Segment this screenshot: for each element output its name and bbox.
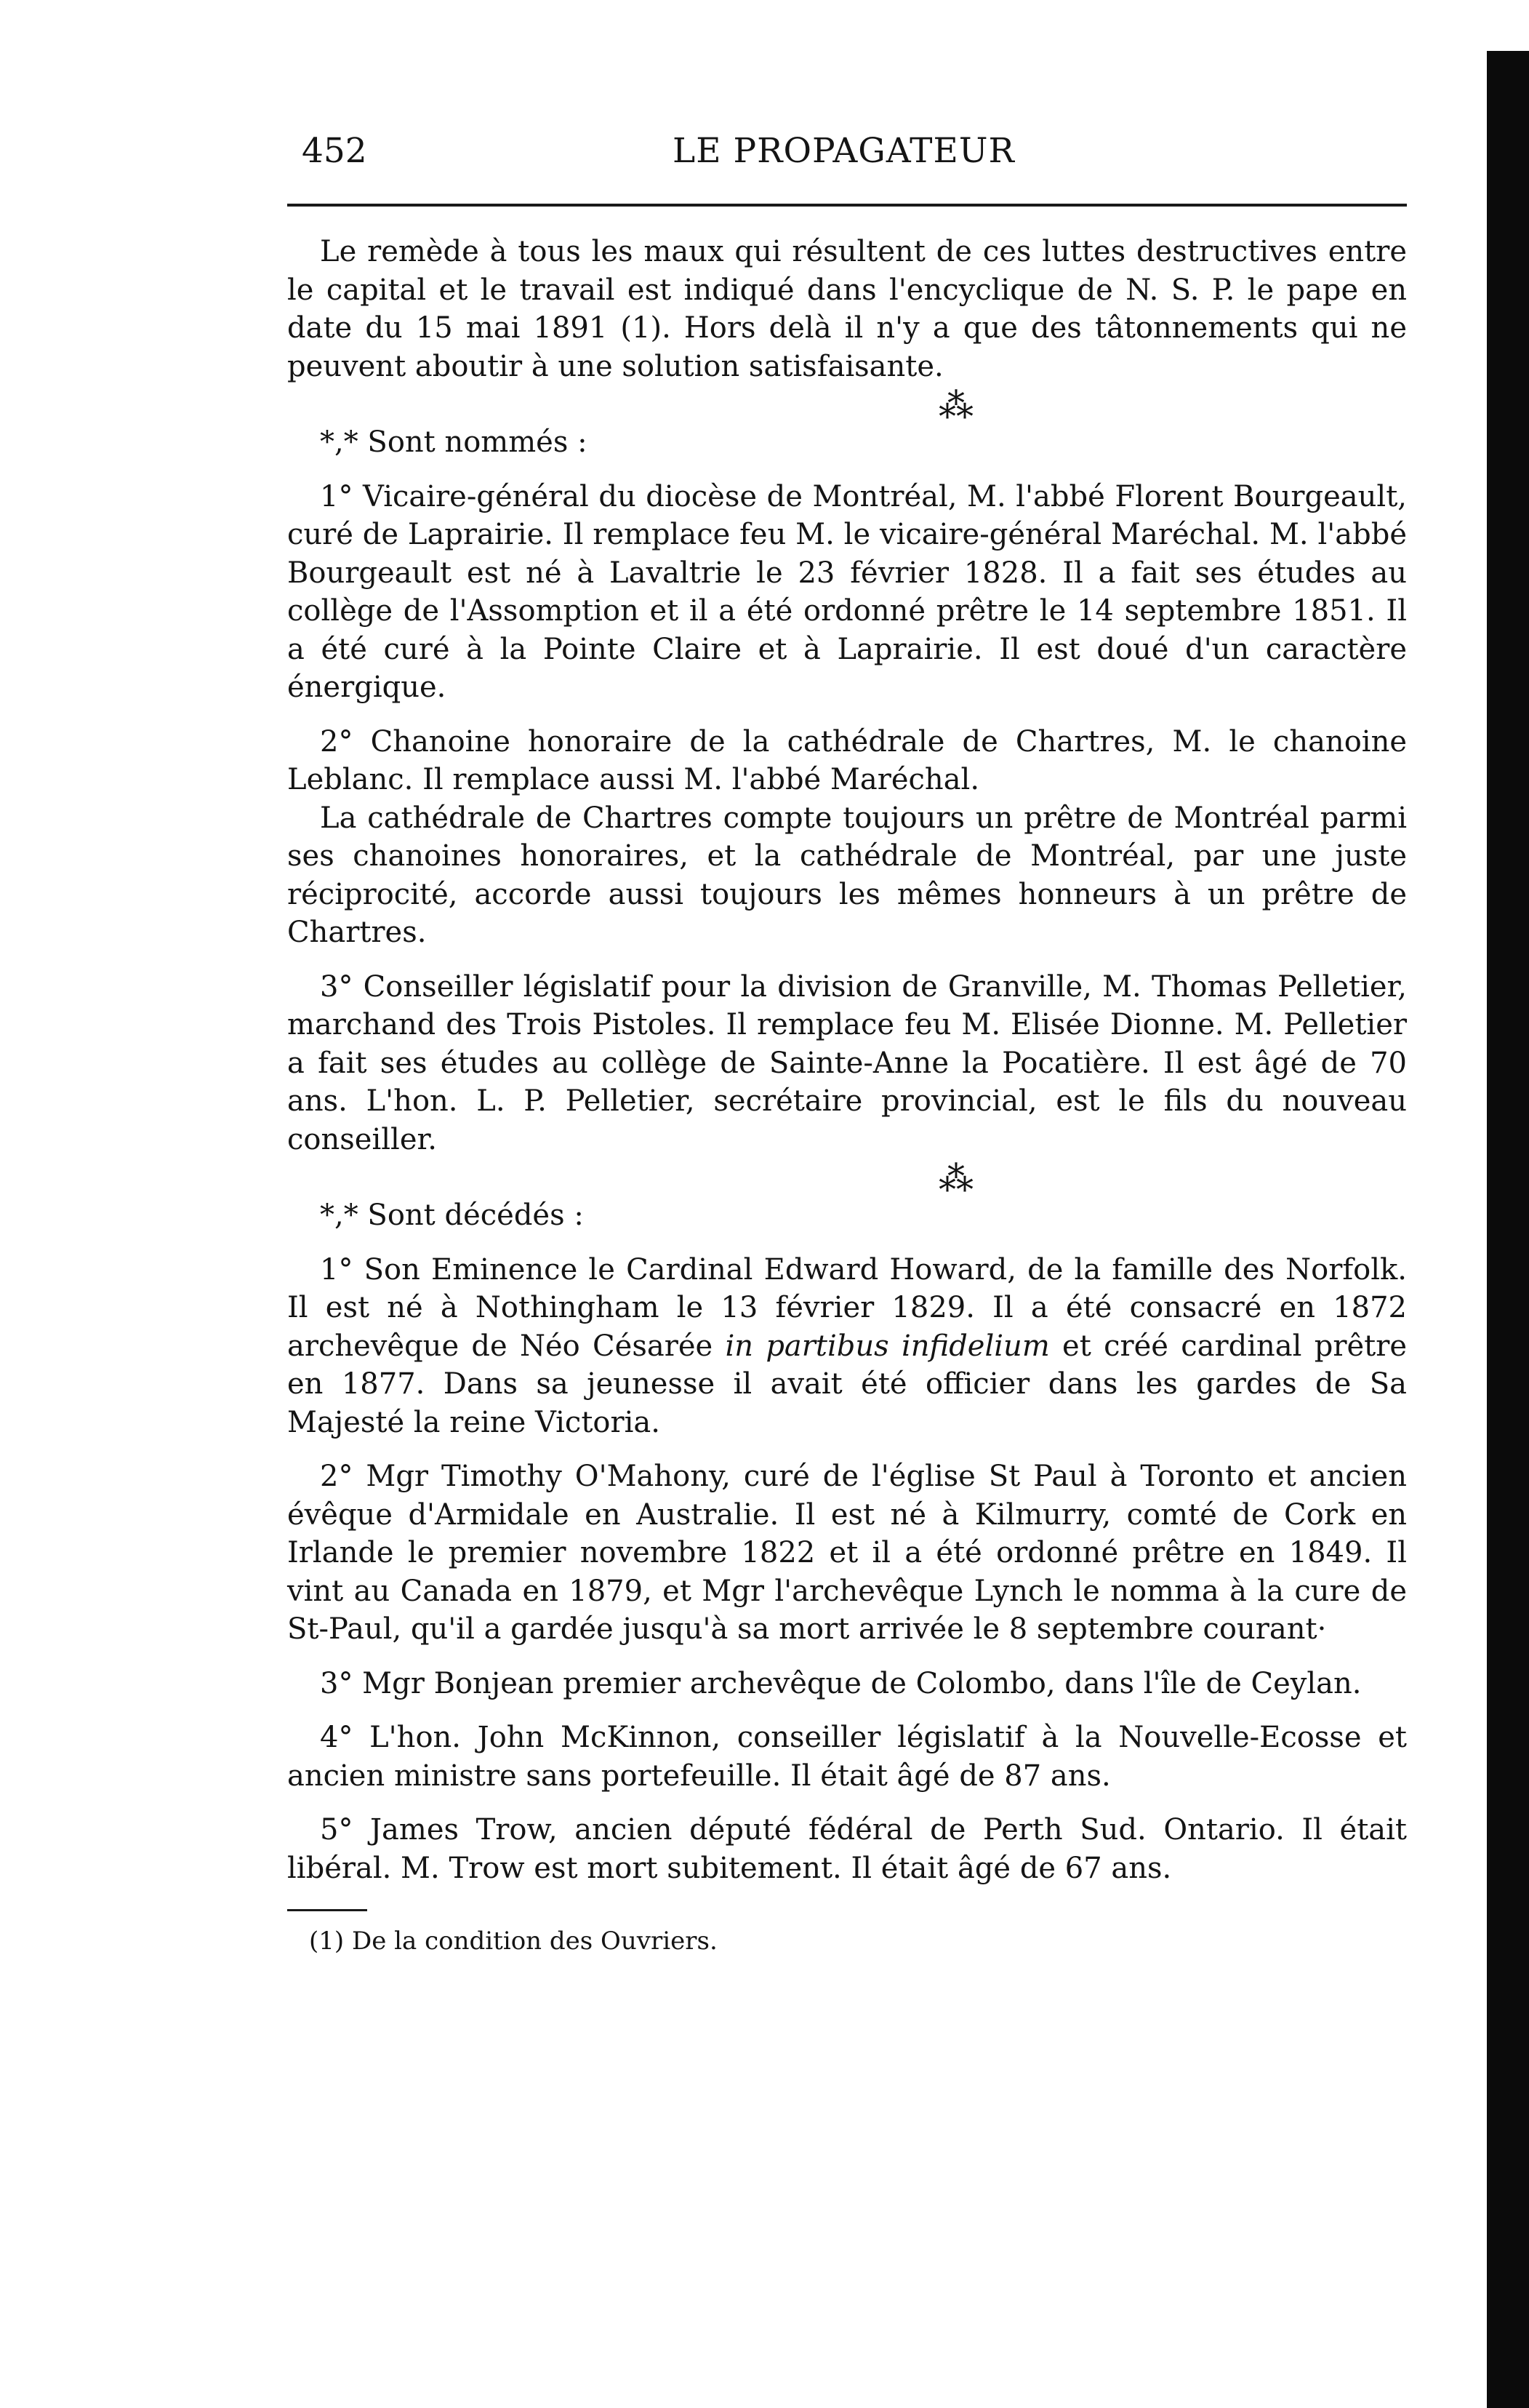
death-text: 1° Son Eminence le Cardinal Edward Howard, de la famille des Norfolk. Il est né à Nothingham le 13 février 1829. Il a été consacré en 1872 archevêque de Néo Césarée (287, 1252, 1407, 1363)
italic-latin-phrase: in partibus infidelium (725, 1329, 1050, 1363)
page-number: 452 (302, 131, 367, 171)
body-text (287, 233, 1407, 1887)
asterism-divider: ⁂ (939, 1159, 974, 1199)
death-item: 3° Mgr Bonjean premier archevêque de Colombo, dans l'île de Ceylan. (320, 1666, 1362, 1700)
header-rule (287, 204, 1407, 207)
death-text: et créé cardinal prêtre en 1877. Dans sa jeunesse il avait été officier dans les gardes de Sa Majesté la reine Victoria. (287, 1329, 1407, 1439)
deaths-heading: *,* Sont décédés : (320, 1199, 584, 1232)
nomination-item: 1° Vicaire-général du diocèse de Montréal, M. l'abbé Florent Bourgeault, curé de Laprairie. Il remplace feu M. le vicaire-général Maréchal. M. l'abbé Bourgeault est né à Lavaltrie le 23 février 1828. Il a fait ses études au collège de l'Assomption et il a été ordonné prêtre le 14 septembre 1851. Il a été curé à la Pointe Claire et à Laprairie. Il est doué d'un caractère énergique. (287, 479, 1407, 704)
scan-edge-shadow (1487, 51, 1529, 2408)
death-item: 2° Mgr Timothy O'Mahony, curé de l'église St Paul à Toronto et ancien évêque d'Armidale en Australie. Il est né à Kilmurry, comté de Cork en Irlande le premier novembre 1822 et il a été ordonné prêtre en 1849. Il vint au Canada en 1879, et Mgr l'archevêque Lynch le nomma à la cure de St-Paul, qu'il a gardée jusqu'à sa mort arrivée le 8 septembre courant· (287, 1460, 1407, 1646)
death-item: 5° James Trow, ancien député fédéral de Perth Sud. Ontario. Il était libéral. M. Trow est mort subitement. Il était âgé de 67 ans. (287, 1813, 1407, 1885)
asterism-divider: ⁂ (939, 385, 974, 426)
running-title: LE PROPAGATEUR (673, 131, 1015, 171)
death-item (287, 1251, 1407, 1442)
footnote-rule (287, 1909, 367, 1911)
death-item: 4° L'hon. John McKinnon, conseiller législatif à la Nouvelle-Ecosse et ancien ministre sans portefeuille. Il était âgé de 87 ans. (287, 1721, 1407, 1793)
book-page (287, 109, 1407, 1956)
page-header (287, 109, 1407, 175)
nomination-item: 3° Conseiller législatif pour la division de Granville, M. Thomas Pelletier, marchand des Trois Pistoles. Il remplace feu M. Elisée Dionne. M. Pelletier a fait ses études au collège de Sainte-Anne la Pocatière. Il est âgé de 70 ans. L'hon. L. P. Pelletier, secrétaire provincial, est le fils du nouveau conseiller. (287, 969, 1407, 1156)
nomination-note: La cathédrale de Chartres compte toujours un prêtre de Montréal parmi ses chanoines honoraires, et la cathédrale de Montréal, par une juste réciprocité, accorde aussi toujours les mêmes honneurs à un prêtre de Chartres. (287, 801, 1407, 949)
nomination-item: 2° Chanoine honoraire de la cathédrale de Chartres, M. le chanoine Leblanc. Il remplace aussi M. l'abbé Maréchal. (287, 724, 1407, 796)
nominations-heading: *,* Sont nommés : (320, 425, 587, 459)
intro-paragraph: Le remède à tous les maux qui résultent de ces luttes destructives entre le capital et le travail est indiqué dans l'encyclique de N. S. P. le pape en date du 15 mai 1891 (1). Hors delà il n'y a que des tâtonnements qui ne peuvent aboutir à une solution satisfaisante. (287, 235, 1407, 383)
footnote: (1) De la condition des Ouvriers. (309, 1927, 718, 1956)
